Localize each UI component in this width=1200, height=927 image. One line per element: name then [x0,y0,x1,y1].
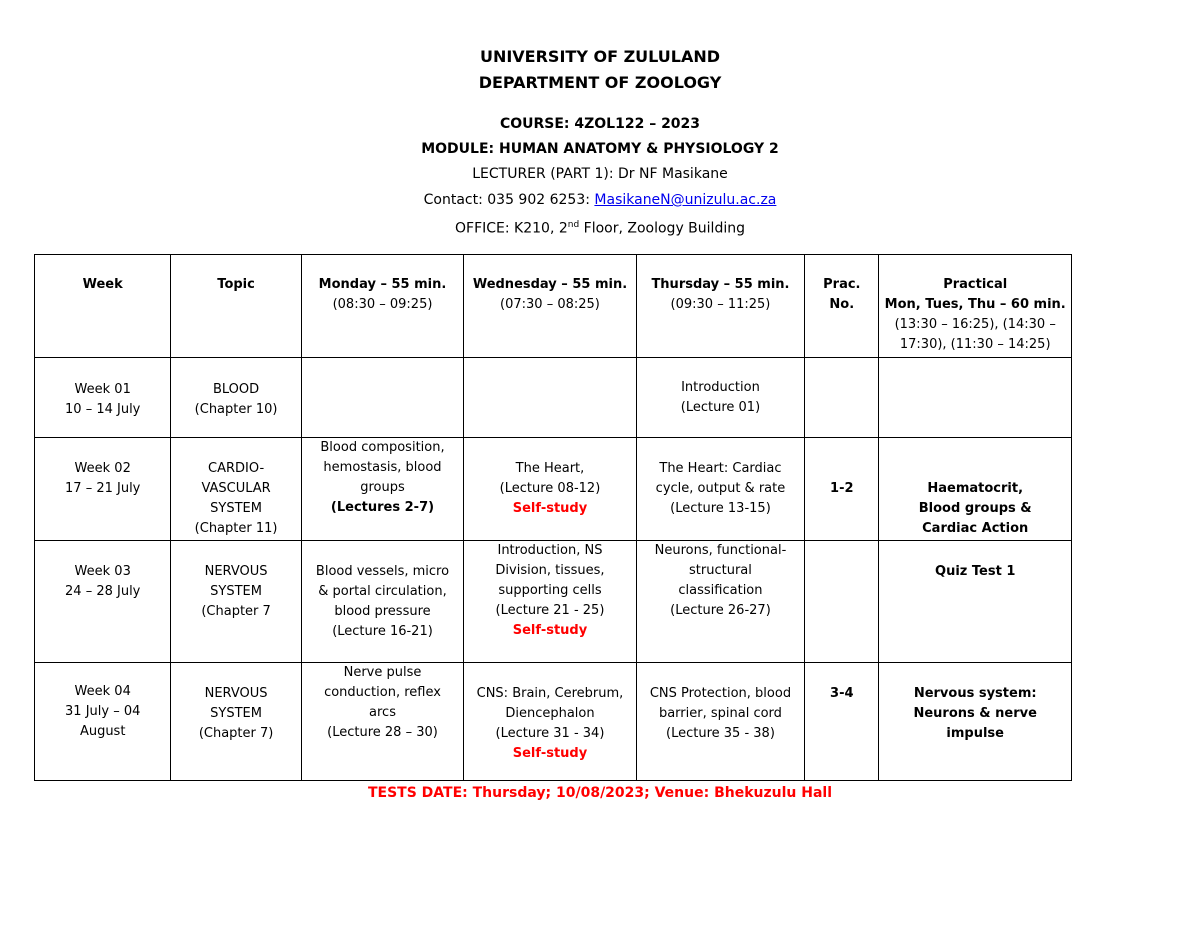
wednesday-cell: CNS: Brain, Cerebrum, Diencephalon (Lecture 31 - 34) Self-study [464,663,636,781]
table-row [35,438,1072,541]
header-practical: Practical Mon, Tues, Thu – 60 min. (13:30 – 16:25), (14:30 – 17:30), (11:30 – 14:25) [879,255,1072,358]
table-row [35,541,1072,663]
practical-cell: Haematocrit, Blood groups & Cardiac Action [879,438,1072,541]
header-wednesday: Wednesday – 55 min. (07:30 – 08:25) [464,255,636,358]
course-line: COURSE: 4ZOL122 – 2023 [499,116,701,132]
week-cell: Week 04 31 July – 04 August [35,663,171,781]
header-week: Week [35,255,171,358]
thursday-cell: Neurons, functional- structural classification (Lecture 26-27) [636,541,804,663]
header-monday: Monday – 55 min. (08:30 – 09:25) [301,255,463,358]
header-thursday: Thursday – 55 min. (09:30 – 11:25) [636,255,804,358]
contact-line [0,190,1200,210]
monday-cell: Blood composition, hemostasis, blood groups (Lectures 2-7) [301,438,463,541]
practical-cell [879,358,1072,438]
practical-cell: Nervous system: Neurons & nerve impulse [879,663,1072,781]
prac-no-cell: 3-4 [805,663,879,781]
self-study-label: Self-study [512,623,588,638]
office-floor-suffix: nd [567,220,580,230]
thursday-cell: CNS Protection, blood barrier, spinal cord (Lecture 35 - 38) [636,663,804,781]
office-suffix: Floor, Zoology Building [579,220,745,237]
thursday-cell: Introduction (Lecture 01) [636,358,804,438]
lecturer-line: LECTURER (PART 1): Dr NF Masikane [472,166,728,182]
prac-no-cell [805,541,879,663]
table-row [35,358,1072,438]
table-header-row [35,255,1072,358]
header-topic: Topic [171,255,301,358]
wednesday-cell [464,358,636,438]
monday-cell [301,358,463,438]
prac-no-cell: 1-2 [805,438,879,541]
module-line: MODULE: HUMAN ANATOMY & PHYSIOLOGY 2 [421,141,779,157]
monday-cell: Blood vessels, micro & portal circulation, blood pressure (Lecture 16-21) [301,541,463,663]
self-study-label: Self-study [512,746,588,761]
monday-cell: Nerve pulse conduction, reflex arcs (Lecture 28 – 30) [301,663,463,781]
university-title: UNIVERSITY OF ZULULAND [479,47,721,66]
header-prac-no: Prac. No. [805,255,879,358]
department-title: DEPARTMENT OF ZOOLOGY [478,73,722,92]
tests-date-note: TESTS DATE: Thursday; 10/08/2023; Venue: Bhekuzulu Hall [367,785,833,801]
week-cell: Week 02 17 – 21 July [35,438,171,541]
topic-cell: NERVOUS SYSTEM (Chapter 7) [171,663,301,781]
prac-no-cell [805,358,879,438]
office-line [0,215,1200,239]
table-row [35,663,1072,781]
contact-phone: Contact: 035 902 6253: [423,192,595,208]
week-cell: Week 03 24 – 28 July [35,541,171,663]
topic-cell: NERVOUS SYSTEM (Chapter 7 [171,541,301,663]
self-study-label: Self-study [512,501,588,516]
office-prefix: OFFICE: K210, 2 [455,220,568,237]
schedule-table [34,254,1072,781]
contact-email-link[interactable]: MasikaneN@unizulu.ac.za [594,192,777,208]
topic-cell: BLOOD (Chapter 10) [171,358,301,438]
wednesday-cell: Introduction, NS Division, tissues, supporting cells (Lecture 21 - 25) Self-study [464,541,636,663]
topic-cell: CARDIO- VASCULAR SYSTEM (Chapter 11) [171,438,301,541]
wednesday-cell: The Heart, (Lecture 08-12) Self-study [464,438,636,541]
practical-cell: Quiz Test 1 [879,541,1072,663]
thursday-cell: The Heart: Cardiac cycle, output & rate (Lecture 13-15) [636,438,804,541]
week-cell: Week 01 10 – 14 July [35,358,171,438]
